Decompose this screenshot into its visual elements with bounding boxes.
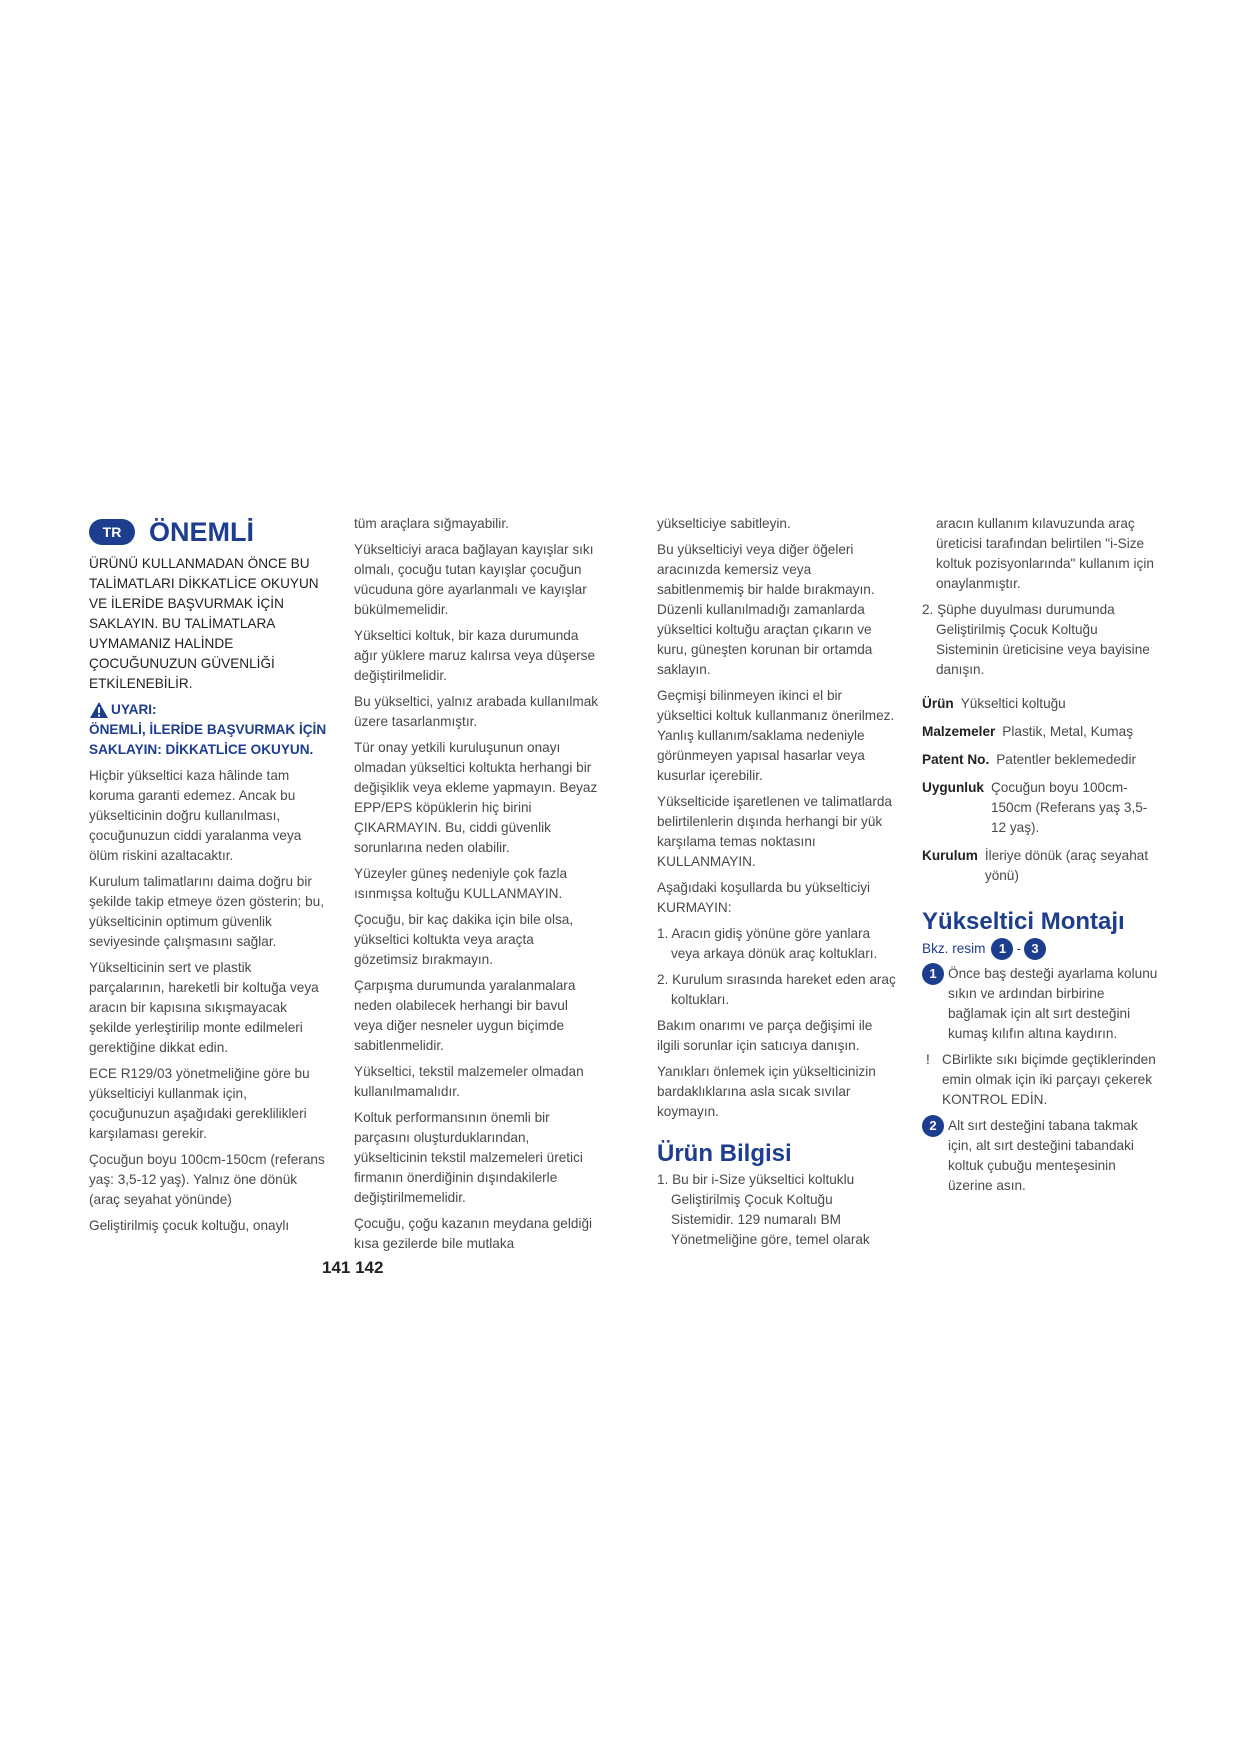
exclamation-icon: ! [926, 1052, 930, 1067]
paragraph: Bu yükselticiyi veya diğer öğeleri aracınızda kemersiz veya sabitlenmemiş bir halde bırakmayın. Düzenli kullanılmadığı zamanlarda yükseltici koltuğu araçtan çıkarın ve kuru, güneşten korunan bir ortamda saklayın. [657, 542, 875, 677]
paragraph: Çocuğun boyu 100cm-150cm (referans yaş: 3,5-12 yaş). Yalnız öne dönük (araç seyahat yönünde) [89, 1152, 325, 1207]
language-badge: TR [89, 519, 135, 545]
paragraph: Tür onay yetkili kuruluşunun onayı olmadan yükseltici koltukta herhangi bir değişiklik veya ekleme yapmayın. Beyaz EPP/EPS köpüklerin hiç birini ÇIKARMAYIN. Bu, ciddi güvenlik sorunlarına neden olabilir. [354, 740, 598, 855]
paragraph: yükselticiye sabitleyin. [657, 516, 791, 531]
step-number-badge: 1 [922, 963, 944, 985]
page-number: 141 142 [322, 1258, 384, 1277]
warning-label: UYARI: [111, 702, 157, 717]
assembly-step [922, 1116, 1162, 1196]
list-item: 1. Bu bir i-Size yükseltici koltuklu Geliştirilmiş Çocuk Koltuğu Sistemidir. 129 numaralı BM Yönetmeliğine göre, temel olarak [657, 1172, 870, 1247]
paragraph: Yükselticiyi araca bağlayan kayışlar sıkı olmalı, çocuğu tutan kayışlar çocuğun vücuduna göre ayarlanmalı ve kayışlar bükülmemelidir. [354, 542, 594, 617]
column-2 [354, 514, 599, 1260]
note-text: CBirlikte sıkı biçimde geçtiklerinden emin olmak için iki parçayı çekerek KONTROL EDİN. [942, 1052, 1156, 1107]
warning-triangle-icon [89, 701, 109, 719]
section-title: ÖNEMLİ [149, 517, 254, 547]
spec-row [922, 846, 1162, 886]
figure-reference [922, 938, 1162, 960]
spec-value: Patentler beklemededir [996, 752, 1137, 767]
spec-row [922, 694, 1162, 714]
spec-row [922, 778, 1162, 838]
paragraph: Geçmişi bilinmeyen ikinci el bir yükseltici koltuk kullanmanız önerilmez. Yanlış kullanım/saklama nedeniyle görünmeyen yapısal hasarlar veya kusurlar içerebilir. [657, 688, 895, 783]
figure-number-badge: 1 [991, 938, 1013, 960]
paragraph: Hiçbir yükseltici kaza hâlinde tam koruma garanti edemez. Ancak bu yükselticinin doğru kullanılması, çocuğunuzun ciddi yaralanma veya ölüm riskini azaltacaktır. [89, 768, 302, 863]
check-note [922, 1050, 1162, 1110]
paragraph: Bakım onarımı ve parça değişimi ile ilgili sorunlar için satıcıya danışın. [657, 1018, 873, 1053]
spec-value: İleriye dönük (araç seyahat yönü) [984, 848, 1149, 883]
paragraph: Çarpışma durumunda yaralanmalara neden olabilecek herhangi bir bavul veya diğer nesneler uygun biçimde sabitlenmelidir. [354, 978, 576, 1053]
paragraph: Çocuğu, çoğu kazanın meydana geldiği kısa gezilerde bile mutlaka [354, 1216, 593, 1251]
paragraph: aracın kullanım kılavuzunda araç üreticisi tarafından belirtilen "i-Size koltuk pozisyonlarında" kullanım için onaylanmıştır. [936, 516, 1154, 591]
spec-value: Çocuğun boyu 100cm-150cm (Referans yaş 3,5-12 yaş). [990, 780, 1148, 835]
column-4 [922, 514, 1162, 1202]
step-text: Alt sırt desteğini tabana takmak için, alt sırt desteğini tabandaki koltuk çubuğu menteşesinin üzerine asın. [948, 1118, 1138, 1193]
column-1 [89, 514, 329, 1242]
spec-key: Ürün [922, 696, 954, 711]
product-info-heading: Ürün Bilgisi [657, 1140, 792, 1167]
assembly-heading: Yükseltici Montajı [922, 908, 1125, 935]
assembly-step [922, 964, 1162, 1044]
product-info-list-cont [922, 600, 1162, 680]
paragraph: Çocuğu, bir kaç dakika için bile olsa, yükseltici koltukta veya araçta gözetimsiz bırakmayın. [354, 912, 574, 967]
paragraph: Koltuk performansının önemli bir parçasını oluşturduklarından, yükselticinin tekstil malzemeleri üretici firmanın önerdiğinin dışındakilerle değiştirilmemelidir. [354, 1110, 583, 1205]
spec-row [922, 750, 1162, 770]
paragraph: Yükselticide işaretlenen ve talimatlarda belirtilenlerin dışında herhangi bir yük karşılama temas noktasını KULLANMAYIN. [657, 794, 892, 869]
warning-heading [89, 700, 329, 720]
column-3 [657, 514, 897, 1256]
paragraph: Yükseltici, tekstil malzemeler olmadan kullanılmamalıdır. [354, 1064, 584, 1099]
paragraph: Yanıkları önlemek için yükselticinizin bardaklıklarına asla sıcak sıvılar koymayın. [657, 1064, 876, 1119]
spec-key: Malzemeler [922, 724, 996, 739]
list-item: 1. Aracın gidiş yönüne göre yanlara veya arkaya dönük araç koltukları. [657, 926, 878, 961]
paragraph: ECE R129/03 yönetmeliğine göre bu yükselticiyi kullanmak için, çocuğunuzun aşağıdaki gereklilikleri karşılaması gerekir. [89, 1066, 310, 1141]
section-header [89, 514, 329, 550]
spec-row [922, 722, 1162, 742]
paragraph: Yükseltici koltuk, bir kaza durumunda ağır yüklere maruz kalırsa veya düşerse değiştirilmelidir. [354, 628, 596, 683]
spec-value: Plastik, Metal, Kumaş [1002, 724, 1133, 739]
spec-key: Kurulum [922, 848, 978, 863]
condition-list [657, 924, 897, 1010]
paragraph: Yüzeyler güneş nedeniyle çok fazla ısınmışsa koltuğu KULLANMAYIN. [354, 866, 568, 901]
spec-key: Uygunluk [922, 780, 984, 795]
spec-key: Patent No. [922, 752, 990, 767]
spec-value: Yükseltici koltuğu [960, 696, 1066, 711]
step-text: Önce baş desteği ayarlama kolunu sıkın ve ardından birbirine bağlamak için alt sırt desteğini kumaş kılıfın altına kaydırın. [948, 966, 1158, 1041]
paragraph: Aşağıdaki koşullarda bu yükselticiyi KURMAYIN: [657, 880, 871, 915]
paragraph: Geliştirilmiş çocuk koltuğu, onaylı [89, 1218, 290, 1233]
figure-number-badge: 3 [1024, 938, 1046, 960]
figure-ref-dash: - [1016, 941, 1021, 956]
warning-text: ÖNEMLİ, İLERİDE BAŞVURMAK İÇİN SAKLAYIN: DİKKATLİCE OKUYUN. [89, 722, 327, 757]
product-info-list [657, 1170, 897, 1250]
paragraph: Yükselticinin sert ve plastik parçalarının, hareketli bir koltuğa veya aracın bir kapısına sıkışmayacak şekilde yerleştirilip monte edilmeleri gerektiğine dikkat edin. [89, 960, 319, 1055]
figure-ref-label: Bkz. resim [922, 941, 986, 956]
list-item: 2. Kurulum sırasında hareket eden araç koltukları. [657, 972, 896, 1007]
paragraph: Kurulum talimatlarını daima doğru bir şekilde takip etmeye özen gösterin; bu, yükselticinin optimum güvenlik seviyesinde çalışmasını sağlar. [89, 874, 325, 949]
paragraph: tüm araçlara sığmayabilir. [354, 516, 509, 531]
list-item: 2. Şüphe duyulması durumunda Geliştirilmiş Çocuk Koltuğu Sisteminin üreticisine veya bayisine danışın. [922, 602, 1150, 677]
caps-notice: ÜRÜNÜ KULLANMADAN ÖNCE BU TALİMATLARI DİKKATLİCE OKUYUN VE İLERİDE BAŞVURMAK İÇİN SAKLAYIN. BU TALİMATLARA UYMAMANIZ HALİNDE ÇOCUĞUNUZUN GÜVENLİĞİ ETKİLENEBİLİR. [89, 556, 319, 691]
step-number-badge: 2 [922, 1115, 944, 1137]
paragraph: Bu yükseltici, yalnız arabada kullanılmak üzere tasarlanmıştır. [354, 694, 599, 729]
